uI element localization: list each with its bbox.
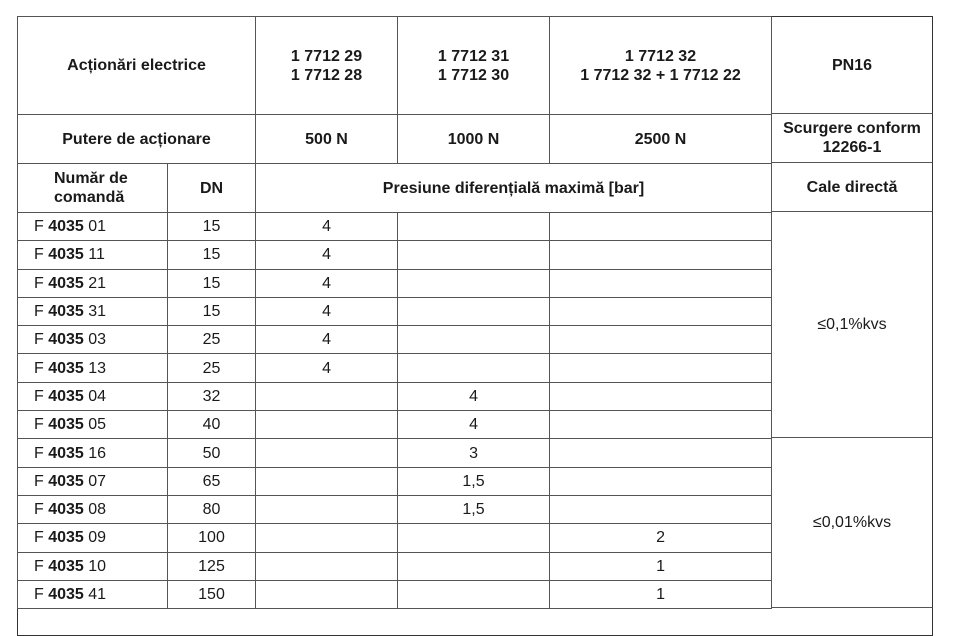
code-line: 1 7712 32 + 1 7712 22 <box>580 66 741 84</box>
pn-label: PN16 <box>831 56 873 74</box>
order-code: 4035 <box>48 303 84 321</box>
order-suffix: 04 <box>88 387 107 405</box>
order-suffix: 16 <box>88 444 107 462</box>
order-prefix: F <box>34 274 44 292</box>
table-row <box>18 326 772 354</box>
pressure-1000: 4 <box>398 382 550 410</box>
code-line: 1 7712 30 <box>437 66 510 84</box>
pressure-2500: 2 <box>550 524 772 552</box>
order-number <box>18 580 168 608</box>
pressure-2500: 1 <box>550 580 772 608</box>
table-row <box>18 411 772 439</box>
order-prefix: F <box>34 303 44 321</box>
order-code: 4035 <box>48 444 84 462</box>
table-row <box>18 382 772 410</box>
order-code: 4035 <box>48 586 84 603</box>
pressure-1000 <box>398 354 550 382</box>
pressure-500 <box>256 467 398 495</box>
order-code: 4035 <box>48 387 84 405</box>
order-code: 4035 <box>48 501 84 519</box>
order-number <box>18 439 168 467</box>
pressure-1000: 1,5 <box>398 467 550 495</box>
table-row <box>18 580 772 608</box>
order-suffix: 13 <box>88 359 107 377</box>
pressure-1000 <box>398 269 550 297</box>
order-code: 4035 <box>48 218 84 236</box>
dn-value: 65 <box>168 467 256 495</box>
actuator-codes-500 <box>256 17 398 115</box>
table-row <box>18 439 772 467</box>
order-number <box>18 269 168 297</box>
leakage-label: Scurgere conform 12266-1 <box>783 120 921 156</box>
pressure-500: 4 <box>256 297 398 325</box>
order-suffix: 31 <box>88 303 107 321</box>
order-suffix: 10 <box>88 557 107 575</box>
actuator-header-row <box>18 17 772 115</box>
pressure-500 <box>256 439 398 467</box>
pressure-500 <box>256 382 398 410</box>
pressure-1000 <box>398 241 550 269</box>
order-code: 4035 <box>48 359 84 377</box>
table-row <box>18 213 772 241</box>
pressure-500 <box>256 580 398 608</box>
dn-value: 15 <box>168 241 256 269</box>
dn-value: 40 <box>168 411 256 439</box>
dn-value: 100 <box>168 524 256 552</box>
order-prefix: F <box>34 416 44 434</box>
dn-value: 150 <box>168 580 256 608</box>
pressure-500: 4 <box>256 326 398 354</box>
actuator-codes-1000 <box>398 17 550 115</box>
pressure-1000 <box>398 580 550 608</box>
pressure-2500 <box>550 213 772 241</box>
order-prefix: F <box>34 387 44 405</box>
pressure-2500: 1 <box>550 552 772 580</box>
leakage-header-cell <box>771 114 933 163</box>
table-row <box>18 495 772 523</box>
order-suffix: 11 <box>88 246 105 264</box>
dn-value: 15 <box>168 213 256 241</box>
code-line: 1 7712 31 <box>437 47 510 65</box>
order-number <box>18 382 168 410</box>
direct-path-cell <box>771 163 933 212</box>
actuation-label: Acționări electrice <box>18 17 256 115</box>
valve-spec-table <box>17 16 772 609</box>
direct-path-label: Cale directă <box>806 178 898 196</box>
force-500: 500 N <box>256 115 398 164</box>
pressure-500 <box>256 495 398 523</box>
order-code: 4035 <box>48 331 84 349</box>
pressure-1000: 1,5 <box>398 495 550 523</box>
pressure-1000 <box>398 326 550 354</box>
pressure-2500 <box>550 326 772 354</box>
pressure-500: 4 <box>256 269 398 297</box>
order-number <box>18 411 168 439</box>
order-prefix: F <box>34 472 44 490</box>
dn-value: 125 <box>168 552 256 580</box>
actuator-codes-2500 <box>550 17 772 115</box>
pressure-1000: 3 <box>398 439 550 467</box>
order-code: 4035 <box>48 416 84 434</box>
force-label: Putere de acționare <box>18 115 256 164</box>
pressure-2500 <box>550 269 772 297</box>
order-number <box>18 524 168 552</box>
order-suffix: 41 <box>88 586 107 603</box>
order-prefix: F <box>34 501 44 519</box>
table-row <box>18 354 772 382</box>
order-number <box>18 326 168 354</box>
pn-cell <box>771 16 933 114</box>
pressure-500: 4 <box>256 241 398 269</box>
leakage-value: ≤0,1%kvs <box>817 316 887 333</box>
dn-header: DN <box>168 164 256 213</box>
force-row <box>18 115 772 164</box>
table-row <box>18 297 772 325</box>
table-row <box>18 241 772 269</box>
dn-value: 80 <box>168 495 256 523</box>
table-row <box>18 524 772 552</box>
pressure-1000 <box>398 213 550 241</box>
column-header-row <box>18 164 772 213</box>
order-code: 4035 <box>48 246 84 264</box>
order-suffix: 03 <box>88 331 107 349</box>
order-number <box>18 495 168 523</box>
table-row <box>18 467 772 495</box>
dn-value: 25 <box>168 354 256 382</box>
pressure-1000 <box>398 552 550 580</box>
code-line: 1 7712 32 <box>624 47 697 65</box>
pressure-2500 <box>550 467 772 495</box>
order-suffix: 21 <box>88 274 107 292</box>
order-suffix: 09 <box>88 529 107 547</box>
order-prefix: F <box>34 444 44 462</box>
order-prefix: F <box>34 586 44 603</box>
dn-value: 50 <box>168 439 256 467</box>
pressure-2500 <box>550 354 772 382</box>
order-number <box>18 241 168 269</box>
table-row <box>18 269 772 297</box>
order-prefix: F <box>34 529 44 547</box>
force-1000: 1000 N <box>398 115 550 164</box>
order-prefix: F <box>34 246 44 264</box>
leakage-group-1 <box>771 212 933 438</box>
pressure-500: 4 <box>256 354 398 382</box>
code-line: 1 7712 29 <box>290 47 363 65</box>
pressure-2500 <box>550 439 772 467</box>
order-number <box>18 467 168 495</box>
pressure-500: 4 <box>256 213 398 241</box>
leakage-group-2 <box>771 438 933 608</box>
pressure-500 <box>256 552 398 580</box>
pressure-2500 <box>550 495 772 523</box>
pressure-1000 <box>398 524 550 552</box>
order-suffix: 08 <box>88 501 107 519</box>
order-suffix: 01 <box>88 218 107 236</box>
code-line: 1 7712 28 <box>290 66 363 84</box>
order-code: 4035 <box>48 557 84 575</box>
dn-value: 25 <box>168 326 256 354</box>
order-prefix: F <box>34 557 44 575</box>
order-suffix: 05 <box>88 416 107 434</box>
dn-value: 15 <box>168 269 256 297</box>
dn-value: 15 <box>168 297 256 325</box>
pressure-1000: 4 <box>398 411 550 439</box>
pressure-2500 <box>550 297 772 325</box>
pressure-header: Presiune diferențială maximă [bar] <box>256 164 772 213</box>
pressure-500 <box>256 411 398 439</box>
pressure-2500 <box>550 382 772 410</box>
order-prefix: F <box>34 218 44 236</box>
order-code: 4035 <box>48 472 84 490</box>
order-prefix: F <box>34 359 44 377</box>
order-number <box>18 213 168 241</box>
order-number <box>18 552 168 580</box>
order-code: 4035 <box>48 529 84 547</box>
order-suffix: 07 <box>88 472 107 490</box>
order-number-header: Număr de comandă <box>18 164 168 213</box>
pressure-1000 <box>398 297 550 325</box>
pressure-2500 <box>550 241 772 269</box>
pressure-500 <box>256 524 398 552</box>
table-row <box>18 552 772 580</box>
dn-value: 32 <box>168 382 256 410</box>
force-2500: 2500 N <box>550 115 772 164</box>
leakage-value: ≤0,01%kvs <box>812 514 892 531</box>
order-prefix: F <box>34 331 44 349</box>
pressure-2500 <box>550 411 772 439</box>
order-number <box>18 354 168 382</box>
order-code: 4035 <box>48 274 84 292</box>
order-number <box>18 297 168 325</box>
